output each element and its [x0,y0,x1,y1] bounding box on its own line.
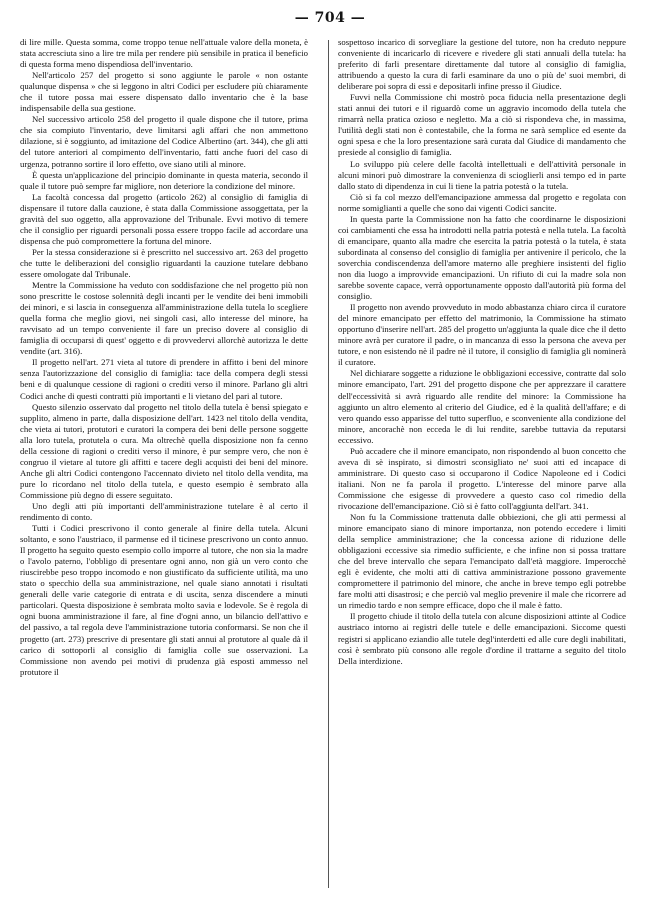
paragraph: Tutti i Codici prescrivono il conto generale al finire della tutela. Alcuni soltanto, e sono l'austriaco, il parmense ed il ticinese prescrivono un conto annuo. Il progetto ha seguito questo esempio collo imporre al tutore, che non sia la madre o l'avolo paterno, l'obbligo di presentare ogni anno, non già un vero conto che riuscirebbe peso troppo incomodo e non giustificato da sufficiente utilità, ma uno stato o specchio della sua amministrazione, nel quale siano annotati i risultati generali delle varie categorie di entrata e di uscita, senza discendere a minuti particolari. Questa disposizione è sembrata molto savia e lodevole. Se è regola di ogni buona amministrazione il fare, al fine d'ogni anno, un bilancio dell'attivo e del passivo, a tal regola deve l'amministrazione tutoria conformarsi. Se non che il progetto (art. 273) prescrive di presentare gli stati annui al protutore al quale dà il carico di sottoporli al consiglio di famiglia colle sue osservazioni. La Commissione non avendo pei motivi di prudenza già esposti ammesso nel protutore il [20,523,308,677]
paragraph: Non fu la Commissione trattenuta dalle obbiezioni, che gli atti permessi al minore emancipato siano di minore importanza, non potendo eccedere i limiti della semplice amministrazione; che la concessa azione di riduzione delle obbligazioni eccessive sia rimedio sufficiente, e che infine non si possa trattare che del breve intervallo che separa l'emancipato dall'età maggiore. Imperocchè egli è evidente, che molti atti di cattiva amministrazione possono gravemente compromettere il patrimonio del minore, che anche in breve tempo egli potrebbe fare molti atti disastrosi; e che perciò val meglio prevenire il male che ricorrere ad un rimedio tardo e non sempre efficace, dopo che il male è fatto. [338,512,626,611]
paragraph: Mentre la Commissione ha veduto con soddisfazione che nel progetto più non sono prescritte le costose solennità degli incanti per le vendite dei beni immobili dei minori, e si lascia in conseguenza all'amministrazione della tutela lo scegliere quella forma che meglio giovi, nei singoli casi, allo interesse del minore, ha ravvisato ad un tempo conveniente il fare un preciso dovere al consiglio di famiglia di occuparsi di quest' oggetto e di provvedervi allorchè autorizza le dette vendite (art. 316). [20,280,308,357]
right-column [338,37,626,889]
paragraph: Nel dichiarare soggette a riduzione le obbligazioni eccessive, contratte dal solo minore emancipato, l'art. 291 del progetto dispone che per apprezzare il carattere dell'eccessività si avrà riguardo alle rendite del minore: la Commissione ha aggiunto un altro elemento al criterio del Giudice, ed è la qualità dell'affare; e di vero quando esso apparisse del tutto superfluo, e sconveniente alla condizione del minore, ancorachè non ecceda le di lui rendite, sarebbe tuttavia da reputarsi eccessivo. [338,368,626,445]
paragraph: Per la stessa considerazione si è prescritto nel successivo art. 263 del progetto che tutte le deliberazioni del consiglio riguardanti la cauzione tutelare debbano essere omologate dal Tribunale. [20,246,308,279]
paragraph: Uno degli atti più importanti dell'amministrazione tutelare è al certo il rendimento di conto. [20,500,308,523]
paragraph: È questa un'applicazione del principio dominante in questa materia, secondo il quale il tutore può sempre far migliore, non deteriore la condizione del minore. [20,169,308,191]
paragraph: Ciò si fa col mezzo dell'emancipazione ammessa dal progetto e regolata con norme somiglianti a quelle che sono dai vigenti Codici sancite. [338,191,626,213]
paragraph: sospettoso incarico di sorvegliare la gestione del tutore, non ha creduto neppure conveniente di incaricarlo di ricevere e rivedere gli stati annuali della tutela: ha preferito di farli presentare direttamente dal tutore al consiglio di famiglia, attribuendo a questo la cura di farli esaminare da uno o più de' suoi membri, di deliberare poi sopra di essi e depositarli infine presso il Giudice. [338,37,626,92]
paragraph: Il progetto chiude il titolo della tutela con alcune disposizioni attinte al Codice austriaco intorno ai registri delle tutele e delle emancipazioni. Siccome questi registri si applicano eziandio alle tutele degl'interdetti ed alle cure degli inabilitati, così è sembrato più consono alle regole d'ordine il trattarne a seguito del titolo Della interdizione. [338,611,626,666]
left-column [20,37,308,889]
paragraph: di lire mille. Questa somma, come troppo tenue nell'attuale valore della moneta, è stata accresciuta sino a lire tre mila per rendere più sensibile in pratica il beneficio di questa forma meno dispendiosa dell'inventario. [20,37,308,70]
paragraph: In questa parte la Commissione non ha fatto che coordinarne le disposizioni coi cambiamenti che essa ha introdotti nella patria potestà e nella tutela. La facoltà di emancipare, quanto alla madre che esercita la patria potestà o la tutela, è stata subordinata al consenso del consiglio di famiglia per antivenire il pericolo, che la soverchia condiscendenza dell'amore materno alle preghiere insistenti del figlio non dia luogo a improvvide emancipazioni. Un rifiuto di cui la madre sola non sarebbe sovente capace, verrà opportunamente opposto dall'autorità più forma del consiglio. [338,213,626,302]
paragraph: Lo sviluppo più celere delle facoltà intellettuali e dell'attività personale in alcuni minori può dimostrare la convenienza di scioglierli ansi tempo ed in parte dallo stato di dipendenza in cui li tiene la patria potestà o la tutela. [338,158,626,191]
paragraph: Nell'articolo 257 del progetto si sono aggiunte le parole « non ostante qualunque dispensa » che si leggono in altri Codici per escludere più chiaramente che il tutore possa mai essere dispensato dallo inventario che è la base indispensabile della sua gestione. [20,70,308,114]
page-number: — 704 — [294,10,366,26]
paragraph: Nel successivo articolo 258 del progetto il quale dispone che il tutore, prima che sia compiuto l'inventario, deve limitarsi agli affari che non ammettono dilazione, si è soggiunto, ad imitazione del Codice Albertino (art. 344), che gli atti del tutore anteriori al compimento dell'inventario, fatti anche fuori del caso di urgenza, potranno sortire il loro effetto, ove siano utili al minore. [20,114,308,169]
paragraph: Può accadere che il minore emancipato, non rispondendo al buon concetto che aveva di sè inspirato, si dimostri sconsigliato ne' suoi atti ed incapace di amministrare. Di questo caso si occuparono il Codice Napoleone ed i Codici italiani. Non ne fa parola il progetto. L'interesse del minore parve alla Commissione che esigesse di provvedere a questo caso col rimedio della rivocazione dell'emancipazione. Ciò si è fatto coll'aggiunta dell'art. 341. [338,445,626,511]
paragraph: Questo silenzio osservato dal progetto nel titolo della tutela è bensì spiegato e supplito, almeno in parte, dalla disposizione dell'art. 1423 nel titolo della vendita, che vieta ai tutori, protutori e curatori la compera dei beni delle persone soggette alla loro tutela, protutela o cura. Ma oltrechè quella disposizione non fa cenno della cessione di ragioni o crediti verso il minore, è pur sempre vero, che non è congruo il vietare al tutore gli affitti e tacere degli acquisti dei beni del minore. Anche gli altri Codici contengono l'accennato divieto nel titolo della vendita, ma pure lo ricordano nel titolo della tutela, e questo esempio è sembrato alla Commissione più degno di essere seguitato. [20,401,308,500]
paragraph: La facoltà concessa dal progetto (articolo 262) al consiglio di famiglia di dispensare il tutore dalla cauzione, è stata dalla Commissione assoggettata, per la gravità del suo oggetto, alla approvazione del Tribunale. Evvi motivo di temere che il consiglio per riguardi personali possa essere troppo facile ad accordare una dispensa che può compromettere la fortuna del minore. [20,191,308,246]
paragraph: Il progetto nell'art. 271 vieta al tutore di prendere in affitto i beni del minore senza l'autorizzazione del consiglio di famiglia: tace della compera degli stessi beni e di qualunque cessione di ragioni o crediti verso il minore. Parlano gli altri Codici anche di questi contratti più importanti e li vietano del pari al tutore. [20,357,308,401]
paragraph: Fuvvi nella Commissione chi mostrò poca fiducia nella presentazione degli stati annui dei tutori e il riguardò come un aggravio incomodo della tutela che rimarrà nella pratica ozioso e negletto. Ma a ciò si rispondeva che, in massima, l'utilità degli stati non è contestabile, che la forma ne sarà semplice ed esente da ogni spesa e che la loro presentazione sarà curata dal Giudice di mandamento che presiede al consiglio di famiglia. [338,92,626,158]
paragraph: Il progetto non avendo provveduto in modo abbastanza chiaro circa il curatore del minore emancipato per effetto del matrimonio, la Commissione ha stimato opportuno d'inserire nell'art. 285 del progetto un'aggiunta la quale dice che il detto minore avrà per curatore il padre, o in mancanza di esso la persona che aveva per tutore, e non esistendo nè il padre nè il tutore, il consiglio di famiglia gli nominerà il curatore. [338,302,626,368]
column-divider [328,40,329,888]
